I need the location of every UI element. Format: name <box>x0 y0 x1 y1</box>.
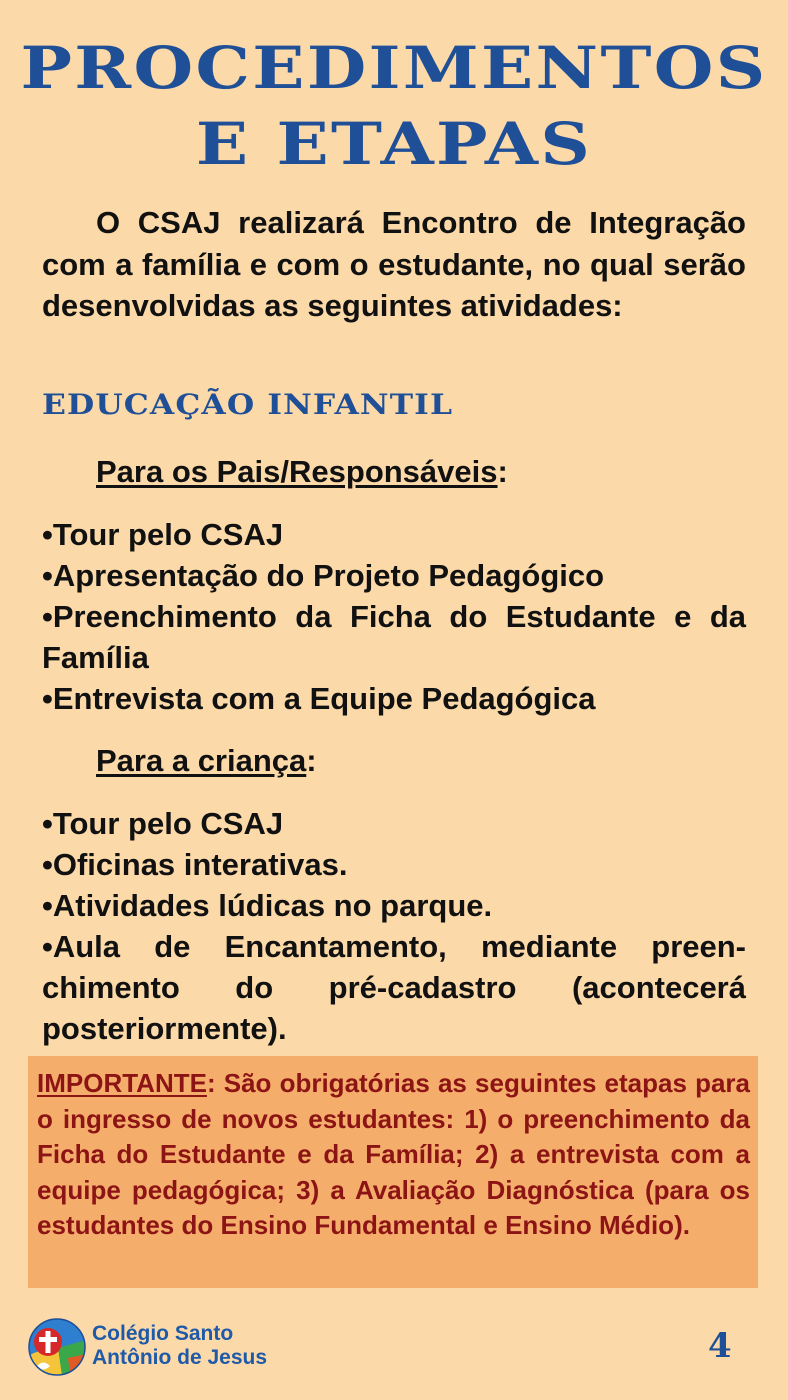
important-notice <box>28 1056 758 1288</box>
important-label: IMPORTANTE <box>37 1068 207 1098</box>
list-item: •Preenchimento da Ficha do Estudante e da Família <box>42 599 746 675</box>
parents-list <box>42 514 746 719</box>
school-name-line-2: Antônio de Jesus <box>92 1346 268 1369</box>
school-crest-icon <box>28 1318 86 1376</box>
page-title <box>0 30 788 182</box>
child-subheading-label: Para a criança <box>96 743 307 778</box>
list-item: •Aula de Encantamento, mediante preen-chimento do pré-cadastro (acontecerá posteriormente). <box>42 929 746 1046</box>
parents-subheading <box>96 452 508 492</box>
list-item: •Tour pelo CSAJ <box>42 806 284 841</box>
list-item: •Tour pelo CSAJ <box>42 517 284 552</box>
intro-paragraph: O CSAJ realizará Encontro de Integração com a família e com o estudante, no qual serão desenvolvidas as seguintes atividades: <box>42 205 746 323</box>
list-item: •Oficinas interativas. <box>42 847 348 882</box>
section-heading: EDUCAÇÃO INFANTIL <box>42 388 454 421</box>
child-list <box>42 803 746 1049</box>
list-item: •Apresentação do Projeto Pedagógico <box>42 558 605 593</box>
school-name <box>92 1322 267 1370</box>
list-item: •Atividades lúdicas no parque. <box>42 888 493 923</box>
child-subheading <box>96 741 317 781</box>
title-line-1: PROCEDIMENTOS <box>20 34 768 102</box>
school-name-line-1: Colégio Santo <box>92 1322 234 1345</box>
title-line-2: E ETAPAS <box>195 110 593 178</box>
list-item: •Entrevista com a Equipe Pedagógica <box>42 681 596 716</box>
parents-subheading-colon: : <box>497 454 508 489</box>
parents-subheading-label: Para os Pais/Responsáveis <box>96 454 498 489</box>
child-subheading-colon: : <box>306 743 317 778</box>
page-number: 4 <box>708 1326 732 1366</box>
important-text: : São obrigatórias as seguintes etapas para o ingresso de novos estudantes: 1) o preenchimento da Ficha do Estudante e da Família; 2) a entrevista com a equipe pedagógica; 3) a Avaliação Diagnóstica (para os estudantes do Ensino Fundamental e Ensino Médio). <box>37 1068 750 1240</box>
